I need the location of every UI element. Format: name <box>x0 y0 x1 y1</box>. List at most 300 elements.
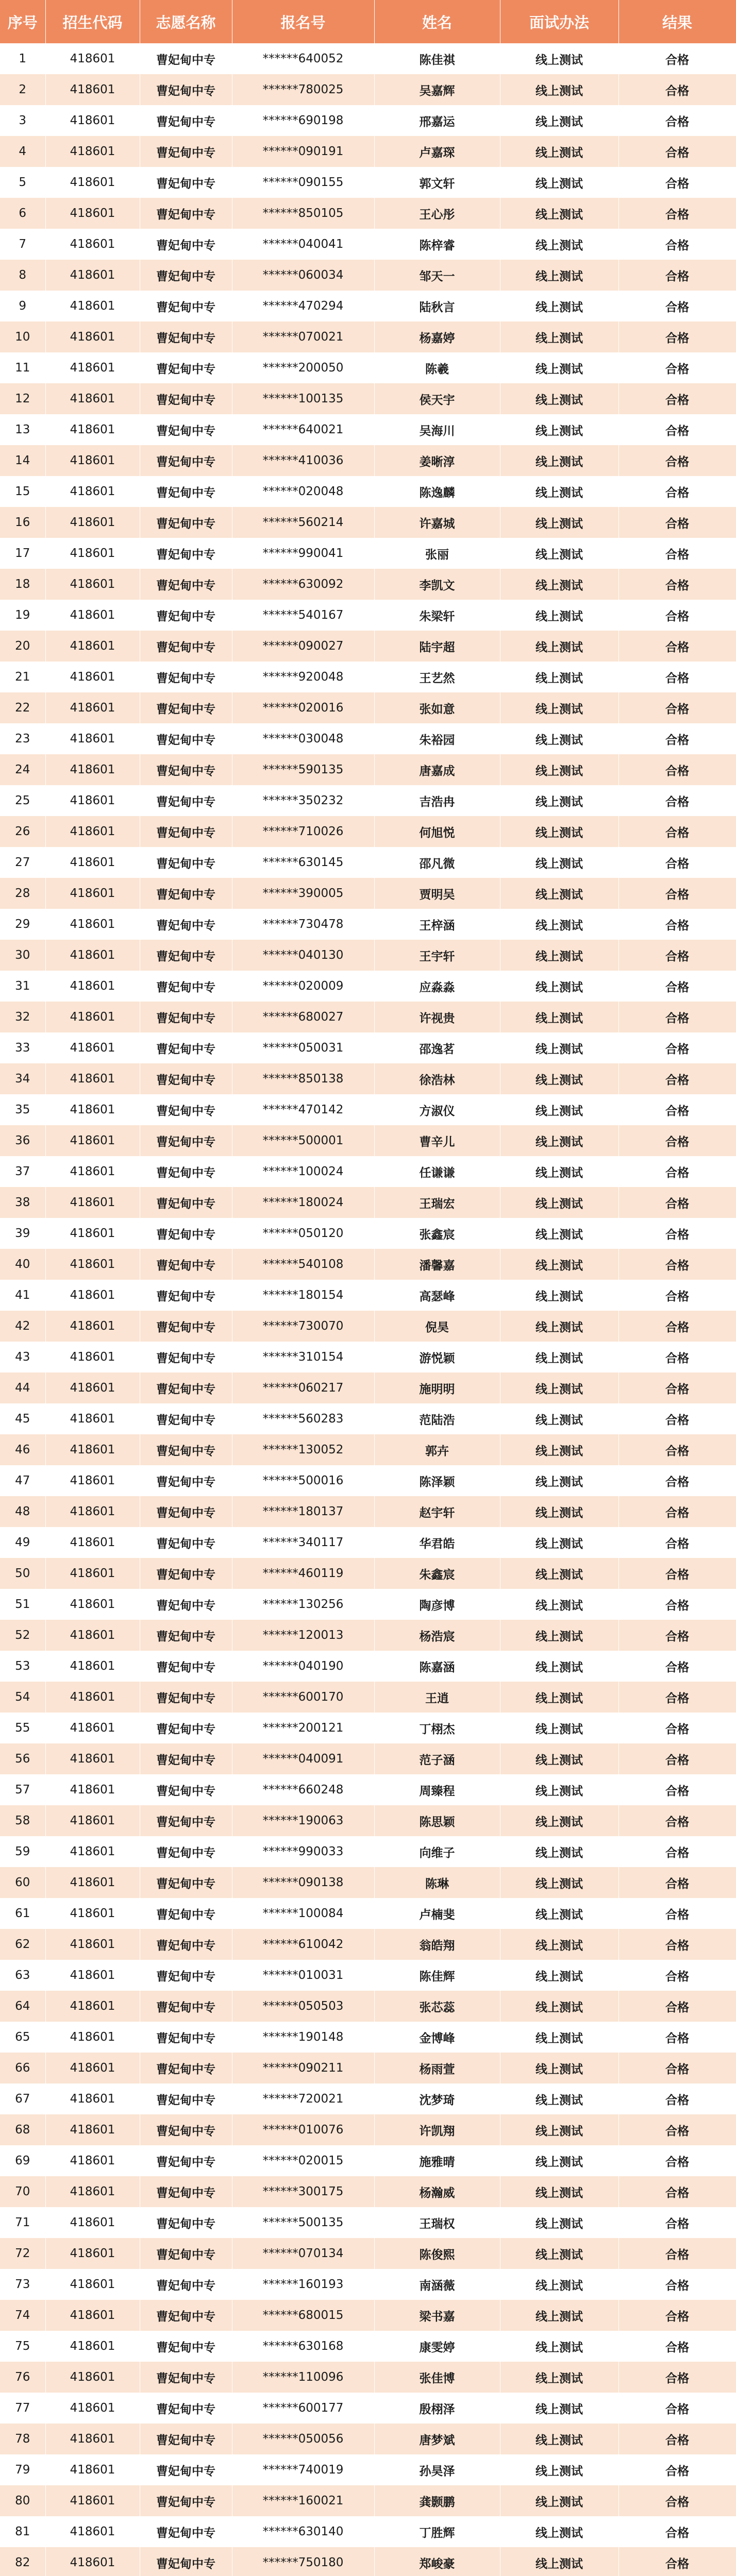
cell-student-name: 王瑞宏 <box>374 1187 500 1218</box>
table-row <box>0 2454 736 2485</box>
cell-enroll-code: 418601 <box>45 2053 140 2083</box>
cell-result: 合格 <box>618 2053 736 2083</box>
cell-registration-no: ******010031 <box>232 1960 374 1991</box>
cell-student-name: 高瑟峰 <box>374 1280 500 1311</box>
cell-registration-no: ******200121 <box>232 1713 374 1743</box>
cell-index: 22 <box>0 692 45 723</box>
cell-school-name: 曹妃甸中专 <box>140 1774 232 1805</box>
cell-enroll-code: 418601 <box>45 321 140 352</box>
cell-school-name: 曹妃甸中专 <box>140 971 232 1002</box>
cell-student-name: 施雅晴 <box>374 2145 500 2176</box>
cell-interview-method: 线上测试 <box>500 352 618 383</box>
cell-result: 合格 <box>618 167 736 198</box>
cell-enroll-code: 418601 <box>45 600 140 631</box>
cell-index: 26 <box>0 816 45 847</box>
table-row <box>0 1403 736 1434</box>
table-row <box>0 2053 736 2083</box>
cell-result: 合格 <box>618 105 736 136</box>
cell-registration-no: ******100135 <box>232 383 374 414</box>
cell-index: 81 <box>0 2516 45 2547</box>
table-row <box>0 1280 736 1311</box>
cell-interview-method: 线上测试 <box>500 1620 618 1651</box>
cell-result: 合格 <box>618 1372 736 1403</box>
cell-index: 78 <box>0 2424 45 2454</box>
cell-school-name: 曹妃甸中专 <box>140 2454 232 2485</box>
cell-interview-method: 线上测试 <box>500 1960 618 1991</box>
cell-interview-method: 线上测试 <box>500 476 618 507</box>
cell-school-name: 曹妃甸中专 <box>140 1342 232 1372</box>
cell-index: 48 <box>0 1496 45 1527</box>
cell-enroll-code: 418601 <box>45 383 140 414</box>
cell-interview-method: 线上测试 <box>500 940 618 971</box>
cell-registration-no: ******630140 <box>232 2516 374 2547</box>
table-row <box>0 1991 736 2022</box>
cell-registration-no: ******850138 <box>232 1063 374 1094</box>
cell-school-name: 曹妃甸中专 <box>140 2393 232 2424</box>
table-row <box>0 1187 736 1218</box>
table-row <box>0 74 736 105</box>
cell-interview-method: 线上测试 <box>500 1032 618 1063</box>
table-row <box>0 569 736 600</box>
cell-result: 合格 <box>618 2516 736 2547</box>
table-row <box>0 2083 736 2114</box>
cell-school-name: 曹妃甸中专 <box>140 2485 232 2516</box>
cell-school-name: 曹妃甸中专 <box>140 105 232 136</box>
cell-interview-method: 线上测试 <box>500 2022 618 2053</box>
cell-school-name: 曹妃甸中专 <box>140 1002 232 1032</box>
cell-interview-method: 线上测试 <box>500 1218 618 1249</box>
cell-result: 合格 <box>618 754 736 785</box>
cell-index: 30 <box>0 940 45 971</box>
cell-student-name: 许视贵 <box>374 1002 500 1032</box>
cell-student-name: 吴嘉辉 <box>374 74 500 105</box>
cell-student-name: 沈梦琦 <box>374 2083 500 2114</box>
cell-registration-no: ******190148 <box>232 2022 374 2053</box>
cell-student-name: 张鑫宸 <box>374 1218 500 1249</box>
cell-interview-method: 线上测试 <box>500 1403 618 1434</box>
cell-index: 65 <box>0 2022 45 2053</box>
cell-student-name: 丁胜辉 <box>374 2516 500 2547</box>
cell-index: 13 <box>0 414 45 445</box>
cell-student-name: 龚颢鹏 <box>374 2485 500 2516</box>
cell-registration-no: ******160021 <box>232 2485 374 2516</box>
cell-result: 合格 <box>618 1713 736 1743</box>
cell-student-name: 贾明吴 <box>374 878 500 909</box>
cell-registration-no: ******070021 <box>232 321 374 352</box>
table-row <box>0 2238 736 2269</box>
cell-interview-method: 线上测试 <box>500 1280 618 1311</box>
cell-index: 62 <box>0 1929 45 1960</box>
cell-enroll-code: 418601 <box>45 2454 140 2485</box>
cell-index: 71 <box>0 2207 45 2238</box>
cell-school-name: 曹妃甸中专 <box>140 476 232 507</box>
cell-student-name: 陈嘉涵 <box>374 1651 500 1682</box>
cell-student-name: 康雯婷 <box>374 2331 500 2362</box>
cell-interview-method: 线上测试 <box>500 445 618 476</box>
cell-registration-no: ******690198 <box>232 105 374 136</box>
cell-result: 合格 <box>618 198 736 229</box>
cell-enroll-code: 418601 <box>45 1558 140 1589</box>
cell-student-name: 孙昊泽 <box>374 2454 500 2485</box>
cell-school-name: 曹妃甸中专 <box>140 1929 232 1960</box>
cell-registration-no: ******130052 <box>232 1434 374 1465</box>
cell-interview-method: 线上测试 <box>500 1063 618 1094</box>
cell-student-name: 邹天一 <box>374 260 500 291</box>
cell-enroll-code: 418601 <box>45 2331 140 2362</box>
table-row <box>0 1249 736 1280</box>
cell-result: 合格 <box>618 2269 736 2300</box>
cell-student-name: 卢楠斐 <box>374 1898 500 1929</box>
cell-result: 合格 <box>618 1156 736 1187</box>
table-row <box>0 1342 736 1372</box>
cell-index: 25 <box>0 785 45 816</box>
cell-registration-no: ******020015 <box>232 2145 374 2176</box>
cell-index: 29 <box>0 909 45 940</box>
cell-student-name: 陈梓睿 <box>374 229 500 260</box>
cell-school-name: 曹妃甸中专 <box>140 321 232 352</box>
table-row <box>0 1743 736 1774</box>
cell-school-name: 曹妃甸中专 <box>140 662 232 692</box>
cell-enroll-code: 418601 <box>45 723 140 754</box>
cell-index: 24 <box>0 754 45 785</box>
cell-school-name: 曹妃甸中专 <box>140 2300 232 2331</box>
cell-enroll-code: 418601 <box>45 1620 140 1651</box>
cell-result: 合格 <box>618 631 736 662</box>
cell-index: 33 <box>0 1032 45 1063</box>
table-row <box>0 631 736 662</box>
cell-enroll-code: 418601 <box>45 1651 140 1682</box>
cell-index: 49 <box>0 1527 45 1558</box>
table-row <box>0 1434 736 1465</box>
cell-school-name: 曹妃甸中专 <box>140 847 232 878</box>
cell-school-name: 曹妃甸中专 <box>140 352 232 383</box>
cell-student-name: 唐嘉成 <box>374 754 500 785</box>
cell-student-name: 赵宇轩 <box>374 1496 500 1527</box>
cell-index: 47 <box>0 1465 45 1496</box>
cell-school-name: 曹妃甸中专 <box>140 1403 232 1434</box>
cell-student-name: 南涵薇 <box>374 2269 500 2300</box>
cell-result: 合格 <box>618 1867 736 1898</box>
cell-interview-method: 线上测试 <box>500 1589 618 1620</box>
table-row <box>0 785 736 816</box>
table-row <box>0 2145 736 2176</box>
cell-result: 合格 <box>618 1032 736 1063</box>
cell-student-name: 卢嘉琛 <box>374 136 500 167</box>
cell-school-name: 曹妃甸中专 <box>140 600 232 631</box>
cell-student-name: 陈佳祺 <box>374 43 500 74</box>
cell-interview-method: 线上测试 <box>500 1527 618 1558</box>
table-row <box>0 600 736 631</box>
cell-registration-no: ******590135 <box>232 754 374 785</box>
table-row <box>0 1465 736 1496</box>
cell-student-name: 朱梁轩 <box>374 600 500 631</box>
cell-result: 合格 <box>618 2207 736 2238</box>
cell-index: 14 <box>0 445 45 476</box>
cell-index: 36 <box>0 1125 45 1156</box>
cell-enroll-code: 418601 <box>45 940 140 971</box>
cell-result: 合格 <box>618 1403 736 1434</box>
cell-interview-method: 线上测试 <box>500 43 618 74</box>
cell-index: 52 <box>0 1620 45 1651</box>
cell-interview-method: 线上测试 <box>500 2114 618 2145</box>
cell-registration-no: ******730478 <box>232 909 374 940</box>
cell-enroll-code: 418601 <box>45 2083 140 2114</box>
cell-enroll-code: 418601 <box>45 631 140 662</box>
cell-index: 39 <box>0 1218 45 1249</box>
table-row <box>0 1063 736 1094</box>
cell-result: 合格 <box>618 940 736 971</box>
cell-result: 合格 <box>618 1311 736 1342</box>
cell-student-name: 任谦谦 <box>374 1156 500 1187</box>
cell-registration-no: ******020009 <box>232 971 374 1002</box>
cell-student-name: 梁书嘉 <box>374 2300 500 2331</box>
table-row <box>0 816 736 847</box>
cell-index: 18 <box>0 569 45 600</box>
cell-index: 79 <box>0 2454 45 2485</box>
cell-interview-method: 线上测试 <box>500 105 618 136</box>
cell-result: 合格 <box>618 2176 736 2207</box>
table-row <box>0 940 736 971</box>
cell-index: 17 <box>0 538 45 569</box>
cell-interview-method: 线上测试 <box>500 1372 618 1403</box>
cell-registration-no: ******050056 <box>232 2424 374 2454</box>
cell-index: 1 <box>0 43 45 74</box>
cell-interview-method: 线上测试 <box>500 1898 618 1929</box>
cell-result: 合格 <box>618 136 736 167</box>
cell-enroll-code: 418601 <box>45 1032 140 1063</box>
cell-school-name: 曹妃甸中专 <box>140 538 232 569</box>
cell-school-name: 曹妃甸中专 <box>140 569 232 600</box>
cell-student-name: 张丽 <box>374 538 500 569</box>
cell-result: 合格 <box>618 383 736 414</box>
cell-index: 61 <box>0 1898 45 1929</box>
table-row <box>0 1836 736 1867</box>
cell-interview-method: 线上测试 <box>500 1774 618 1805</box>
cell-enroll-code: 418601 <box>45 1867 140 1898</box>
cell-interview-method: 线上测试 <box>500 971 618 1002</box>
table-row <box>0 321 736 352</box>
table-row <box>0 1002 736 1032</box>
cell-index: 66 <box>0 2053 45 2083</box>
cell-index: 69 <box>0 2145 45 2176</box>
table-row <box>0 1774 736 1805</box>
header-interview-method: 面试办法 <box>500 0 618 43</box>
cell-result: 合格 <box>618 1898 736 1929</box>
cell-enroll-code: 418601 <box>45 507 140 538</box>
cell-school-name: 曹妃甸中专 <box>140 1094 232 1125</box>
cell-interview-method: 线上测试 <box>500 2454 618 2485</box>
cell-interview-method: 线上测试 <box>500 1002 618 1032</box>
cell-registration-no: ******040091 <box>232 1743 374 1774</box>
table-row <box>0 352 736 383</box>
cell-registration-no: ******040190 <box>232 1651 374 1682</box>
cell-registration-no: ******040130 <box>232 940 374 971</box>
cell-enroll-code: 418601 <box>45 414 140 445</box>
table-row <box>0 105 736 136</box>
cell-enroll-code: 418601 <box>45 1589 140 1620</box>
cell-result: 合格 <box>618 1805 736 1836</box>
cell-student-name: 曹辛儿 <box>374 1125 500 1156</box>
cell-enroll-code: 418601 <box>45 2393 140 2424</box>
cell-enroll-code: 418601 <box>45 1743 140 1774</box>
table-row <box>0 1682 736 1713</box>
cell-interview-method: 线上测试 <box>500 2485 618 2516</box>
cell-school-name: 曹妃甸中专 <box>140 1218 232 1249</box>
cell-enroll-code: 418601 <box>45 2145 140 2176</box>
table-row <box>0 2424 736 2454</box>
cell-result: 合格 <box>618 1774 736 1805</box>
table-row <box>0 198 736 229</box>
cell-result: 合格 <box>618 291 736 321</box>
cell-student-name: 朱鑫宸 <box>374 1558 500 1589</box>
cell-interview-method: 线上测试 <box>500 1156 618 1187</box>
cell-result: 合格 <box>618 2238 736 2269</box>
cell-registration-no: ******740019 <box>232 2454 374 2485</box>
cell-student-name: 郭文轩 <box>374 167 500 198</box>
table-row <box>0 445 736 476</box>
cell-interview-method: 线上测试 <box>500 2516 618 2547</box>
table-row <box>0 2269 736 2300</box>
cell-school-name: 曹妃甸中专 <box>140 1496 232 1527</box>
table-row <box>0 1156 736 1187</box>
cell-interview-method: 线上测试 <box>500 2424 618 2454</box>
cell-registration-no: ******990033 <box>232 1836 374 1867</box>
cell-index: 51 <box>0 1589 45 1620</box>
table-row <box>0 754 736 785</box>
table-row <box>0 260 736 291</box>
cell-interview-method: 线上测试 <box>500 600 618 631</box>
cell-registration-no: ******090191 <box>232 136 374 167</box>
cell-enroll-code: 418601 <box>45 847 140 878</box>
cell-student-name: 应淼淼 <box>374 971 500 1002</box>
cell-school-name: 曹妃甸中专 <box>140 2424 232 2454</box>
cell-school-name: 曹妃甸中专 <box>140 2145 232 2176</box>
cell-index: 5 <box>0 167 45 198</box>
cell-interview-method: 线上测试 <box>500 1496 618 1527</box>
cell-enroll-code: 418601 <box>45 229 140 260</box>
cell-interview-method: 线上测试 <box>500 1187 618 1218</box>
cell-school-name: 曹妃甸中专 <box>140 74 232 105</box>
cell-index: 43 <box>0 1342 45 1372</box>
cell-result: 合格 <box>618 600 736 631</box>
cell-index: 72 <box>0 2238 45 2269</box>
cell-school-name: 曹妃甸中专 <box>140 1372 232 1403</box>
cell-result: 合格 <box>618 2145 736 2176</box>
cell-index: 37 <box>0 1156 45 1187</box>
cell-interview-method: 线上测试 <box>500 136 618 167</box>
cell-student-name: 陈羲 <box>374 352 500 383</box>
cell-registration-no: ******090138 <box>232 1867 374 1898</box>
cell-enroll-code: 418601 <box>45 1156 140 1187</box>
cell-school-name: 曹妃甸中专 <box>140 1960 232 1991</box>
cell-student-name: 吉浩冉 <box>374 785 500 816</box>
cell-enroll-code: 418601 <box>45 538 140 569</box>
cell-school-name: 曹妃甸中专 <box>140 1589 232 1620</box>
cell-interview-method: 线上测试 <box>500 2269 618 2300</box>
cell-registration-no: ******020048 <box>232 476 374 507</box>
cell-index: 4 <box>0 136 45 167</box>
table-row <box>0 414 736 445</box>
table-row <box>0 2114 736 2145</box>
cell-result: 合格 <box>618 1651 736 1682</box>
header-registration-no: 报名号 <box>232 0 374 43</box>
cell-registration-no: ******540108 <box>232 1249 374 1280</box>
cell-student-name: 邢嘉运 <box>374 105 500 136</box>
cell-interview-method: 线上测试 <box>500 692 618 723</box>
cell-result: 合格 <box>618 538 736 569</box>
cell-result: 合格 <box>618 662 736 692</box>
cell-index: 67 <box>0 2083 45 2114</box>
cell-enroll-code: 418601 <box>45 878 140 909</box>
cell-result: 合格 <box>618 847 736 878</box>
cell-student-name: 周臻程 <box>374 1774 500 1805</box>
cell-index: 70 <box>0 2176 45 2207</box>
cell-student-name: 王宇轩 <box>374 940 500 971</box>
cell-registration-no: ******560214 <box>232 507 374 538</box>
table-row <box>0 1218 736 1249</box>
cell-student-name: 游悦颖 <box>374 1342 500 1372</box>
cell-registration-no: ******630168 <box>232 2331 374 2362</box>
table-row <box>0 2362 736 2393</box>
cell-index: 54 <box>0 1682 45 1713</box>
cell-student-name: 陈琳 <box>374 1867 500 1898</box>
cell-interview-method: 线上测试 <box>500 167 618 198</box>
cell-index: 21 <box>0 662 45 692</box>
cell-result: 合格 <box>618 2083 736 2114</box>
cell-index: 10 <box>0 321 45 352</box>
cell-result: 合格 <box>618 414 736 445</box>
cell-index: 45 <box>0 1403 45 1434</box>
cell-student-name: 王逍 <box>374 1682 500 1713</box>
cell-school-name: 曹妃甸中专 <box>140 785 232 816</box>
cell-registration-no: ******390005 <box>232 878 374 909</box>
cell-enroll-code: 418601 <box>45 909 140 940</box>
cell-index: 56 <box>0 1743 45 1774</box>
cell-index: 19 <box>0 600 45 631</box>
table-row <box>0 878 736 909</box>
cell-registration-no: ******300175 <box>232 2176 374 2207</box>
cell-student-name: 郭卉 <box>374 1434 500 1465</box>
table-row <box>0 167 736 198</box>
cell-interview-method: 线上测试 <box>500 1651 618 1682</box>
cell-enroll-code: 418601 <box>45 692 140 723</box>
cell-student-name: 杨嘉婷 <box>374 321 500 352</box>
cell-school-name: 曹妃甸中专 <box>140 2516 232 2547</box>
cell-registration-no: ******500016 <box>232 1465 374 1496</box>
cell-registration-no: ******050031 <box>232 1032 374 1063</box>
table-row <box>0 1094 736 1125</box>
cell-registration-no: ******100084 <box>232 1898 374 1929</box>
cell-interview-method: 线上测试 <box>500 1929 618 1960</box>
cell-enroll-code: 418601 <box>45 1496 140 1527</box>
table-row <box>0 723 736 754</box>
cell-school-name: 曹妃甸中专 <box>140 1743 232 1774</box>
cell-student-name: 许嘉城 <box>374 507 500 538</box>
cell-school-name: 曹妃甸中专 <box>140 1558 232 1589</box>
cell-registration-no: ******340117 <box>232 1527 374 1558</box>
cell-student-name: 陈泽颖 <box>374 1465 500 1496</box>
cell-enroll-code: 418601 <box>45 2114 140 2145</box>
cell-student-name: 金博峰 <box>374 2022 500 2053</box>
table-row <box>0 229 736 260</box>
cell-registration-no: ******730070 <box>232 1311 374 1342</box>
table-row <box>0 1589 736 1620</box>
cell-registration-no: ******540167 <box>232 600 374 631</box>
cell-index: 6 <box>0 198 45 229</box>
cell-index: 20 <box>0 631 45 662</box>
cell-enroll-code: 418601 <box>45 1218 140 1249</box>
cell-registration-no: ******050120 <box>232 1218 374 1249</box>
